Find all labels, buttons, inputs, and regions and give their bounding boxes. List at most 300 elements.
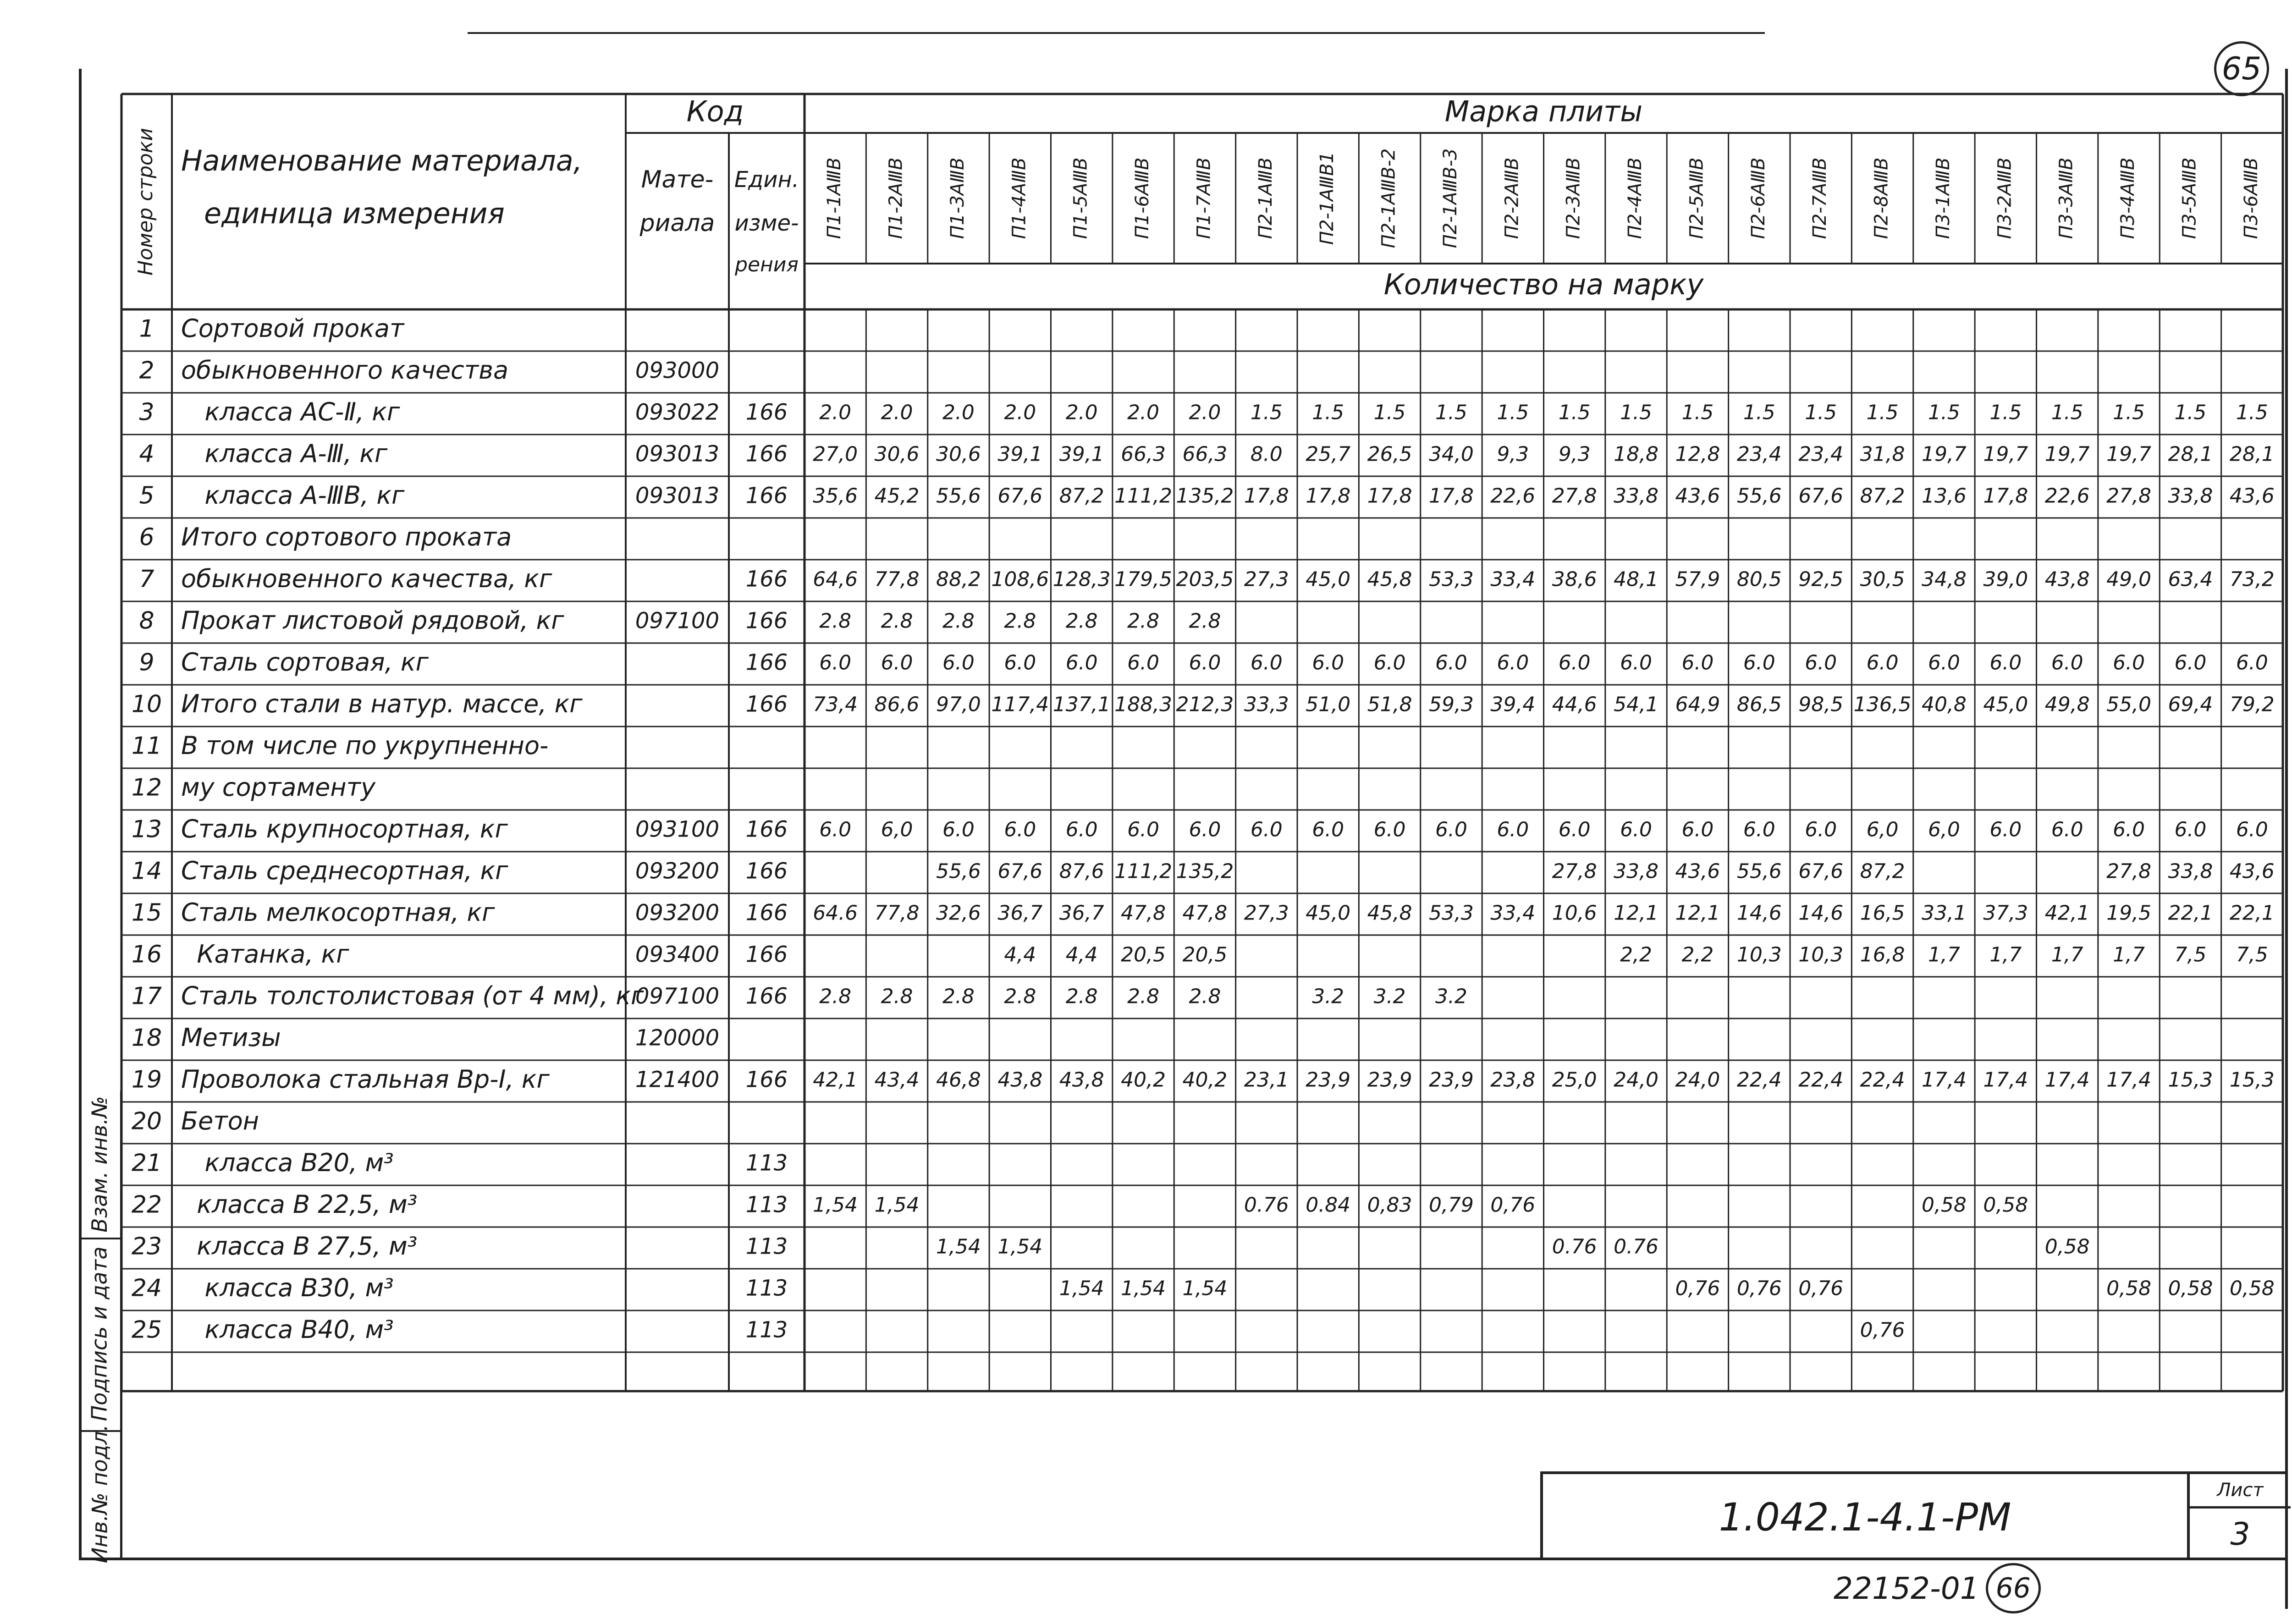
row-qty-value: 1,7	[1928, 943, 1960, 967]
row-number: 1	[139, 315, 154, 343]
row-qty-value: 33,3	[1244, 693, 1289, 716]
row-qty-value: 2.8	[881, 609, 913, 633]
row-qty-value: 20,5	[1121, 943, 1166, 967]
row-qty-value: 6.0	[1004, 651, 1036, 675]
row-qty-value: 6.0	[1620, 651, 1653, 675]
row-qty-value: 39,1	[997, 442, 1043, 466]
row-qty-value: 2.0	[881, 401, 913, 424]
row-qty-value: 33,8	[2168, 859, 2213, 883]
row-qty-value: 47,8	[1121, 901, 1166, 925]
row-material-code: 097100	[635, 608, 720, 634]
mark-label: П2-5АⅢВ	[1686, 157, 1708, 239]
row-material-name: Сортовой прокат	[181, 314, 404, 343]
mark-label: П2-6АⅢВ	[1747, 157, 1769, 239]
row-qty-value: 117,4	[991, 693, 1049, 716]
row-qty-value: 8.0	[1250, 442, 1283, 466]
row-number: 16	[131, 941, 162, 969]
row-qty-value: 7,5	[2174, 943, 2207, 967]
mark-label: П1-4АⅢВ	[1008, 157, 1030, 239]
row-qty-value: 1,54	[813, 1193, 858, 1217]
row-number: 23	[131, 1233, 162, 1261]
row-qty-value: 33,8	[1614, 859, 1659, 883]
row-qty-value: 53,3	[1428, 567, 1474, 591]
row-qty-value: 36,7	[997, 901, 1043, 925]
row-qty-value: 12,1	[1614, 901, 1659, 925]
row-material-name: Катанка, кг	[181, 940, 349, 969]
row-qty-value: 6.0	[2236, 818, 2268, 842]
row-qty-value: 136,5	[1853, 693, 1912, 716]
row-qty-value: 6.0	[1373, 818, 1406, 842]
row-qty-value: 30,6	[874, 442, 920, 466]
row-material-name: класса В30, м³	[181, 1273, 394, 1303]
row-qty-value: 1.5	[1373, 401, 1406, 424]
row-qty-value: 3.2	[1373, 985, 1406, 1008]
row-qty-value: 2.0	[942, 401, 975, 424]
row-number: 7	[139, 565, 154, 593]
row-qty-value: 6.0	[2051, 651, 2083, 675]
row-qty-value: 2.8	[1189, 609, 1221, 633]
row-qty-value: 6.0	[1189, 651, 1221, 675]
row-qty-value: 1.5	[2236, 401, 2268, 424]
row-qty-value: 9,3	[1497, 442, 1529, 466]
row-number: 15	[131, 899, 162, 927]
row-qty-value: 1,54	[1182, 1277, 1228, 1300]
row-qty-value: 22,1	[2168, 901, 2213, 925]
row-material-name: Сталь среднесортная, кг	[181, 856, 508, 886]
sheet-box	[2187, 1474, 2291, 1560]
row-unit-code: 166	[745, 900, 788, 926]
row-qty-value: 39,0	[1983, 567, 2028, 591]
row-qty-value: 49,8	[2044, 693, 2090, 716]
row-unit-code: 166	[745, 608, 788, 634]
row-qty-value: 66,3	[1182, 442, 1228, 466]
side-cell-replace	[79, 1091, 120, 1239]
row-qty-value: 6.0	[1743, 651, 1775, 675]
row-qty-value: 64,6	[813, 567, 858, 591]
row-qty-value: 6.0	[2113, 651, 2145, 675]
row-qty-value: 6.0	[1558, 651, 1591, 675]
mark-label: П3-2АⅢВ	[1994, 157, 2016, 239]
row-qty-value: 6.0	[1065, 818, 1098, 842]
header-marks-group: Марка плиты	[1444, 94, 1643, 128]
row-qty-value: 6.0	[1189, 818, 1221, 842]
row-qty-value: 23,4	[1736, 442, 1782, 466]
side-cell-inv	[79, 1424, 120, 1563]
archive-number-block	[1834, 1563, 2041, 1613]
row-qty-value: 15,3	[2168, 1068, 2213, 1092]
row-qty-value: 6.0	[1497, 651, 1529, 675]
document-code: 1.042.1-4.1-РМ	[1719, 1495, 2011, 1540]
row-qty-value: 55,6	[1736, 859, 1782, 883]
row-qty-value: 27,3	[1244, 567, 1289, 591]
top-rule	[468, 32, 1765, 34]
row-qty-value: 0.84	[1306, 1193, 1351, 1217]
row-unit-code: 166	[745, 399, 788, 425]
header-unit-1: Един.	[734, 167, 799, 193]
row-qty-value: 0,58	[1983, 1193, 2028, 1217]
row-qty-value: 18,8	[1614, 442, 1659, 466]
row-qty-value: 1,7	[2113, 943, 2145, 967]
mark-label: П3-1АⅢВ	[1932, 157, 1954, 239]
row-number: 14	[131, 857, 162, 885]
row-qty-value: 17,4	[2044, 1068, 2090, 1092]
row-qty-value: 33,8	[2168, 484, 2213, 508]
row-number: 13	[131, 815, 162, 843]
row-qty-value: 24,0	[1675, 1068, 1720, 1092]
row-qty-value: 23,8	[1490, 1068, 1536, 1092]
row-unit-code: 166	[745, 1067, 788, 1093]
row-unit-code: 166	[745, 691, 788, 717]
row-qty-value: 15,3	[2229, 1068, 2275, 1092]
row-qty-value: 64.6	[813, 901, 858, 925]
page-number: 65	[2214, 41, 2269, 96]
row-qty-value: 23,9	[1306, 1068, 1351, 1092]
row-qty-value: 6.0	[1989, 818, 2022, 842]
row-material-name: класса В 22,5, м³	[181, 1190, 418, 1219]
row-unit-code: 113	[745, 1233, 788, 1260]
row-qty-value: 48,1	[1614, 567, 1659, 591]
row-qty-value: 27,8	[2106, 859, 2152, 883]
row-qty-value: 22,4	[1798, 1068, 1844, 1092]
row-qty-value: 6.0	[819, 651, 852, 675]
row-qty-value: 73,4	[813, 693, 858, 716]
row-qty-value: 14,6	[1736, 901, 1782, 925]
row-qty-value: 39,4	[1490, 693, 1536, 716]
row-material-name: класса АС-Ⅱ, кг	[181, 397, 400, 427]
row-qty-value: 66,3	[1121, 442, 1166, 466]
side-cell-sign	[79, 1238, 120, 1432]
row-qty-value: 6.0	[1127, 818, 1160, 842]
row-qty-value: 43,6	[1675, 859, 1720, 883]
row-qty-value: 0,76	[1798, 1277, 1844, 1300]
row-qty-value: 27,8	[1552, 484, 1597, 508]
row-qty-value: 55,0	[2106, 693, 2152, 716]
row-qty-value: 6.0	[1866, 651, 1899, 675]
row-qty-value: 2.8	[942, 609, 975, 633]
row-unit-code: 166	[745, 941, 788, 968]
row-qty-value: 87,6	[1059, 859, 1104, 883]
row-qty-value: 0,76	[1860, 1318, 1905, 1342]
row-qty-value: 1.5	[1681, 401, 1714, 424]
mark-label: П2-4АⅢВ	[1625, 157, 1646, 239]
row-qty-value: 1.5	[1250, 401, 1283, 424]
row-qty-value: 33,1	[1921, 901, 1967, 925]
row-qty-value: 30,5	[1860, 567, 1905, 591]
row-qty-value: 64,9	[1675, 693, 1720, 716]
row-qty-value: 23,9	[1367, 1068, 1412, 1092]
row-qty-value: 6.0	[819, 818, 852, 842]
row-qty-value: 0.76	[1614, 1235, 1659, 1259]
row-material-name: Сталь толстолистовая (от 4 мм), кг	[181, 981, 644, 1011]
mark-label: П2-3АⅢВ	[1563, 157, 1584, 239]
row-qty-value: 6.0	[1312, 818, 1344, 842]
row-qty-value: 43,6	[1675, 484, 1720, 508]
row-number: 6	[139, 523, 154, 551]
row-qty-value: 43,6	[2229, 484, 2275, 508]
mark-label: П3-3АⅢВ	[2055, 157, 2077, 239]
row-qty-value: 88,2	[936, 567, 981, 591]
row-qty-value: 42,1	[813, 1068, 858, 1092]
row-qty-value: 0,58	[2168, 1277, 2213, 1300]
row-number: 5	[139, 482, 154, 510]
row-qty-value: 16,8	[1860, 943, 1905, 967]
row-qty-value: 45,2	[874, 484, 920, 508]
header-name-1: Наименование материала,	[181, 144, 583, 178]
row-number: 12	[131, 774, 162, 802]
row-number: 3	[139, 398, 154, 426]
row-unit-code: 113	[745, 1192, 788, 1218]
row-qty-value: 2.8	[1189, 985, 1221, 1008]
row-qty-value: 1,54	[936, 1235, 981, 1259]
row-qty-value: 6.0	[1928, 651, 1960, 675]
header-material-1: Мате-	[641, 166, 714, 193]
row-qty-value: 6.0	[1065, 651, 1098, 675]
row-qty-value: 6.0	[1620, 818, 1653, 842]
row-number: 4	[139, 440, 154, 468]
row-qty-value: 2.8	[1127, 985, 1160, 1008]
row-material-name: класса В 27,5, м³	[181, 1232, 418, 1261]
row-qty-value: 0,83	[1367, 1193, 1412, 1217]
row-number: 20	[131, 1107, 162, 1135]
row-qty-value: 87,2	[1860, 484, 1905, 508]
row-qty-value: 98,5	[1798, 693, 1844, 716]
row-qty-value: 46,8	[936, 1068, 981, 1092]
header-unit-3: рения	[735, 253, 799, 276]
row-qty-value: 111,2	[1114, 484, 1173, 508]
sheet-label: Лист	[2190, 1474, 2291, 1508]
row-qty-value: 23,1	[1244, 1068, 1289, 1092]
row-qty-value: 6.0	[1805, 651, 1837, 675]
row-qty-value: 2.8	[1004, 609, 1036, 633]
row-qty-value: 17,4	[2106, 1068, 2152, 1092]
side-label-sign-date: Подпись и дата	[87, 1246, 112, 1421]
mark-label: П2-1АⅢВ	[1255, 157, 1276, 239]
row-unit-code: 113	[745, 1150, 788, 1176]
row-qty-value: 45,0	[1306, 901, 1351, 925]
row-qty-value: 1.5	[2051, 401, 2083, 424]
side-label-inv-orig: Инв.№ подл.	[87, 1424, 112, 1563]
row-material-code: 093100	[635, 816, 720, 842]
row-qty-value: 137,1	[1052, 693, 1111, 716]
row-qty-value: 19,7	[2106, 442, 2152, 466]
row-material-name: Сталь мелкосортная, кг	[181, 898, 495, 927]
mark-label: П2-1АⅢВ1	[1317, 151, 1338, 245]
mark-label: П1-5АⅢВ	[1070, 157, 1091, 239]
row-qty-value: 40,2	[1182, 1068, 1228, 1092]
row-number: 19	[131, 1066, 162, 1094]
row-qty-value: 40,8	[1921, 693, 1967, 716]
row-qty-value: 6.0	[942, 818, 975, 842]
row-qty-value: 23,9	[1428, 1068, 1474, 1092]
row-qty-value: 42,1	[2044, 901, 2090, 925]
mark-label: П1-3АⅢВ	[947, 157, 968, 239]
mark-label: П1-7АⅢВ	[1193, 157, 1215, 239]
row-qty-value: 0,58	[2229, 1277, 2275, 1300]
row-qty-value: 20,5	[1182, 943, 1228, 967]
row-material-code: 093200	[635, 858, 720, 884]
row-material-code: 120000	[635, 1025, 720, 1051]
row-qty-value: 14,6	[1798, 901, 1844, 925]
row-qty-value: 1.5	[1928, 401, 1960, 424]
row-qty-value: 2.0	[1065, 401, 1098, 424]
row-qty-value: 2.8	[1065, 609, 1098, 633]
row-qty-value: 59,3	[1428, 693, 1474, 716]
row-qty-value: 43,4	[874, 1068, 920, 1092]
row-qty-value: 6.0	[1435, 818, 1467, 842]
row-qty-value: 24,0	[1614, 1068, 1659, 1092]
row-material-name: Сталь крупносортная, кг	[181, 815, 508, 844]
row-qty-value: 0,58	[2106, 1277, 2152, 1300]
row-material-name: класса В20, м³	[181, 1148, 394, 1178]
row-qty-value: 87,2	[1059, 484, 1104, 508]
row-qty-value: 1.5	[1743, 401, 1775, 424]
row-qty-value: 16,5	[1860, 901, 1905, 925]
row-qty-value: 2.0	[819, 401, 852, 424]
row-qty-value: 0.76	[1244, 1193, 1289, 1217]
row-qty-value: 43,8	[2044, 567, 2090, 591]
row-qty-value: 27,8	[1552, 859, 1597, 883]
row-qty-value: 67,6	[997, 859, 1043, 883]
row-qty-value: 25,0	[1552, 1068, 1597, 1092]
mark-label: П3-6АⅢВ	[2240, 157, 2262, 239]
row-number: 10	[131, 690, 162, 718]
row-number: 25	[131, 1316, 162, 1344]
row-qty-value: 43,8	[1059, 1068, 1104, 1092]
row-qty-value: 67,6	[1798, 484, 1844, 508]
row-qty-value: 6.0	[2113, 818, 2145, 842]
row-qty-value: 27,0	[813, 442, 858, 466]
row-qty-value: 55,6	[1736, 484, 1782, 508]
header-name-2: единица измерения	[204, 197, 505, 231]
row-qty-value: 6.0	[2236, 651, 2268, 675]
row-qty-value: 0,76	[1675, 1277, 1720, 1300]
row-material-name: В том числе по укрупненно-	[181, 731, 549, 760]
row-qty-value: 4,4	[1065, 943, 1098, 967]
header-qty-label: Количество на марку	[1383, 268, 1704, 302]
row-qty-value: 1.5	[2174, 401, 2207, 424]
row-qty-value: 54,1	[1614, 693, 1659, 716]
row-qty-value: 1.5	[1558, 401, 1591, 424]
row-material-name: класса А-Ⅲ, кг	[181, 439, 388, 468]
row-material-code: 093000	[635, 358, 720, 384]
row-qty-value: 6.0	[1250, 651, 1283, 675]
row-qty-value: 79,2	[2229, 693, 2275, 716]
row-qty-value: 7,5	[2236, 943, 2268, 967]
row-qty-value: 27,8	[2106, 484, 2152, 508]
row-qty-value: 2.8	[942, 985, 975, 1008]
row-qty-value: 55,6	[936, 484, 981, 508]
row-unit-code: 166	[745, 650, 788, 676]
row-qty-value: 6.0	[1127, 651, 1160, 675]
row-qty-value: 3.2	[1435, 985, 1467, 1008]
row-number: 24	[131, 1274, 162, 1302]
row-material-code: 093013	[635, 483, 720, 509]
row-qty-value: 49,0	[2106, 567, 2152, 591]
row-unit-code: 166	[745, 441, 788, 467]
row-qty-value: 38,6	[1552, 567, 1597, 591]
row-qty-value: 17,4	[1983, 1068, 2028, 1092]
row-qty-value: 22,1	[2229, 901, 2275, 925]
row-unit-code: 166	[745, 816, 788, 842]
row-qty-value: 17,8	[1244, 484, 1289, 508]
row-qty-value: 45,0	[1306, 567, 1351, 591]
row-qty-value: 53,3	[1428, 901, 1474, 925]
row-qty-value: 12,1	[1675, 901, 1720, 925]
row-qty-value: 1,7	[1989, 943, 2022, 967]
mark-label: П2-7АⅢВ	[1809, 157, 1831, 239]
mark-label: П3-5АⅢВ	[2179, 157, 2200, 239]
row-qty-value: 22,6	[1490, 484, 1536, 508]
row-qty-value: 27,3	[1244, 901, 1289, 925]
row-qty-value: 3.2	[1312, 985, 1344, 1008]
row-number: 9	[139, 649, 154, 677]
row-qty-value: 2.8	[819, 609, 852, 633]
row-qty-value: 2.8	[819, 985, 852, 1008]
row-qty-value: 45,8	[1367, 901, 1412, 925]
row-qty-value: 36,7	[1059, 901, 1104, 925]
row-qty-value: 10,3	[1798, 943, 1844, 967]
row-qty-value: 17,8	[1306, 484, 1351, 508]
row-qty-value: 22,6	[2044, 484, 2090, 508]
row-qty-value: 34,0	[1428, 442, 1474, 466]
mark-label: П3-4АⅢВ	[2117, 157, 2139, 239]
row-qty-value: 43,6	[2229, 859, 2275, 883]
row-qty-value: 1,54	[997, 1235, 1043, 1259]
row-qty-value: 1,54	[1121, 1277, 1166, 1300]
row-qty-value: 1.5	[1805, 401, 1837, 424]
row-qty-value: 35,6	[813, 484, 858, 508]
row-qty-value: 0,58	[1921, 1193, 1967, 1217]
row-material-name: Прокат листовой рядовой, кг	[181, 606, 564, 635]
row-qty-value: 2.0	[1189, 401, 1221, 424]
row-qty-value: 4,4	[1004, 943, 1036, 967]
row-qty-value: 19,7	[1983, 442, 2028, 466]
row-material-name: Проволока стальная Вр-Ⅰ, кг	[181, 1065, 550, 1094]
row-qty-value: 87,2	[1860, 859, 1905, 883]
row-qty-value: 6.0	[1312, 651, 1344, 675]
header-material-2: риала	[639, 209, 715, 237]
row-qty-value: 86,6	[874, 693, 920, 716]
row-material-code: 093013	[635, 441, 720, 467]
row-material-name: обыкновенного качества	[181, 356, 509, 385]
header-row-number: Номер строки	[134, 127, 157, 276]
row-qty-value: 0.76	[1552, 1235, 1597, 1259]
row-qty-value: 51,8	[1367, 693, 1412, 716]
row-qty-value: 77,8	[874, 901, 920, 925]
row-qty-value: 1.5	[1497, 401, 1529, 424]
row-number: 11	[131, 732, 162, 760]
row-qty-value: 69,4	[2168, 693, 2213, 716]
row-qty-value: 19,7	[2044, 442, 2090, 466]
row-material-name: Сталь сортовая, кг	[181, 648, 429, 677]
mark-label: П2-1АⅢВ-2	[1378, 148, 1399, 248]
mark-label: П2-8АⅢВ	[1871, 157, 1892, 239]
row-qty-value: 17,8	[1983, 484, 2028, 508]
materials-table	[121, 94, 2285, 1402]
row-qty-value: 6.0	[1004, 818, 1036, 842]
row-qty-value: 0,76	[1490, 1193, 1536, 1217]
row-qty-value: 37,3	[1983, 901, 2028, 925]
row-material-code: 097100	[635, 983, 720, 1009]
row-qty-value: 188,3	[1114, 693, 1173, 716]
row-qty-value: 39,1	[1059, 442, 1104, 466]
row-qty-value: 23,4	[1798, 442, 1844, 466]
row-qty-value: 6.0	[1681, 818, 1714, 842]
row-qty-value: 2.8	[1127, 609, 1160, 633]
row-qty-value: 2.8	[881, 985, 913, 1008]
row-qty-value: 40,2	[1121, 1068, 1166, 1092]
row-qty-value: 2.0	[1004, 401, 1036, 424]
